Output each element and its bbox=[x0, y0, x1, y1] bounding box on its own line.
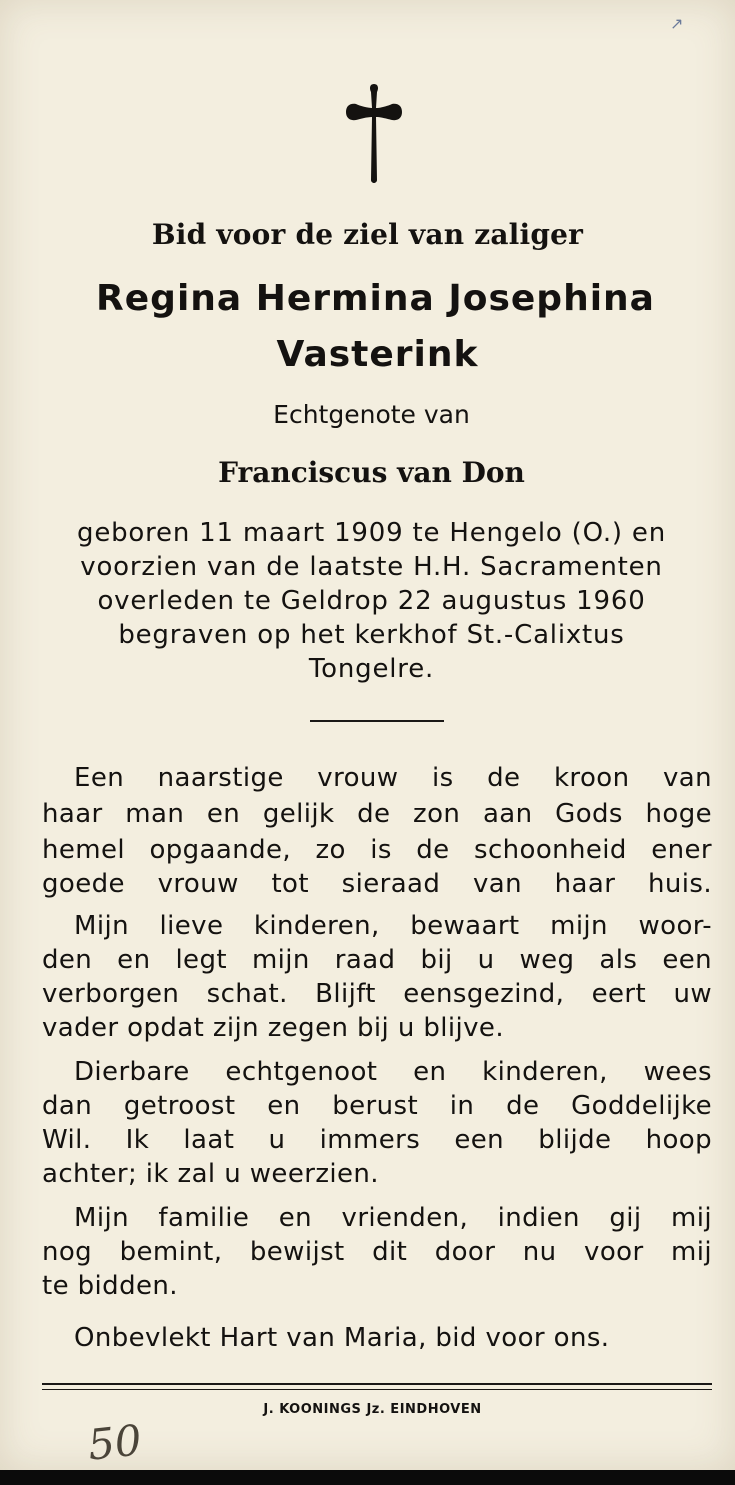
life-line-birth: geboren 11 maart 1909 te Hengelo (O.) en bbox=[77, 518, 666, 548]
latin-cross-icon bbox=[344, 82, 404, 184]
verse-line: Mijn familie en vrienden, indien gij mij bbox=[74, 1203, 712, 1233]
verse-line: Wil. Ik laat u immers een blijde hoop bbox=[42, 1125, 712, 1155]
spouse-name: Franciscus van Don bbox=[218, 456, 525, 489]
verse-line: vader opdat zijn zegen bij u blijve. bbox=[42, 1013, 504, 1043]
verse-line: dan getroost en berust in de Goddelijke bbox=[42, 1091, 712, 1121]
prayer-intro: Bid voor de ziel van zaliger bbox=[151, 218, 584, 251]
verse-line: Mijn lieve kinderen, bewaart mijn woor- bbox=[74, 911, 712, 941]
verse-line: verborgen schat. Blijft eensgezind, eert uw bbox=[42, 979, 712, 1009]
printer-credit: J. KOONINGS Jz. EINDHOVEN bbox=[263, 1402, 482, 1417]
verse-line: den en legt mijn raad bij u weg als een bbox=[42, 945, 712, 975]
life-line-death: overleden te Geldrop 22 augustus 1960 bbox=[97, 586, 646, 616]
verse-line: hemel opgaande, zo is de schoonheid ener bbox=[42, 835, 712, 865]
verse-line: achter; ik zal u weerzien. bbox=[42, 1159, 379, 1189]
short-divider bbox=[310, 720, 444, 722]
verse-line: goede vrouw tot sieraad van haar huis. bbox=[42, 869, 712, 899]
life-line-place: Tongelre. bbox=[308, 654, 435, 684]
verse-line: Dierbare echtgenoot en kinderen, wees bbox=[74, 1057, 712, 1087]
verse-line: te bidden. bbox=[42, 1271, 178, 1301]
verse-line: haar man en gelijk de zon aan Gods hoge bbox=[42, 799, 712, 829]
life-line-sacraments: voorzien van de laatste H.H. Sacramenten bbox=[80, 552, 663, 582]
corner-pencil-mark: ↗ bbox=[670, 14, 684, 33]
verse-line: Een naarstige vrouw is de kroon van bbox=[74, 763, 712, 793]
spouse-label: Echtgenote van bbox=[273, 400, 470, 429]
handwritten-number: 50 bbox=[85, 1415, 144, 1470]
deceased-name-first: Regina Hermina Josephina bbox=[96, 278, 655, 319]
deceased-name-last: Vasterink bbox=[276, 334, 479, 375]
scan-border bbox=[0, 1470, 735, 1485]
life-line-burial: begraven op het kerkhof St.-Calixtus bbox=[118, 620, 625, 650]
verse-line: nog bemint, bewijst dit door nu voor mij bbox=[42, 1237, 712, 1267]
closing-prayer: Onbevlekt Hart van Maria, bid voor ons. bbox=[74, 1323, 610, 1353]
long-divider bbox=[42, 1383, 712, 1390]
